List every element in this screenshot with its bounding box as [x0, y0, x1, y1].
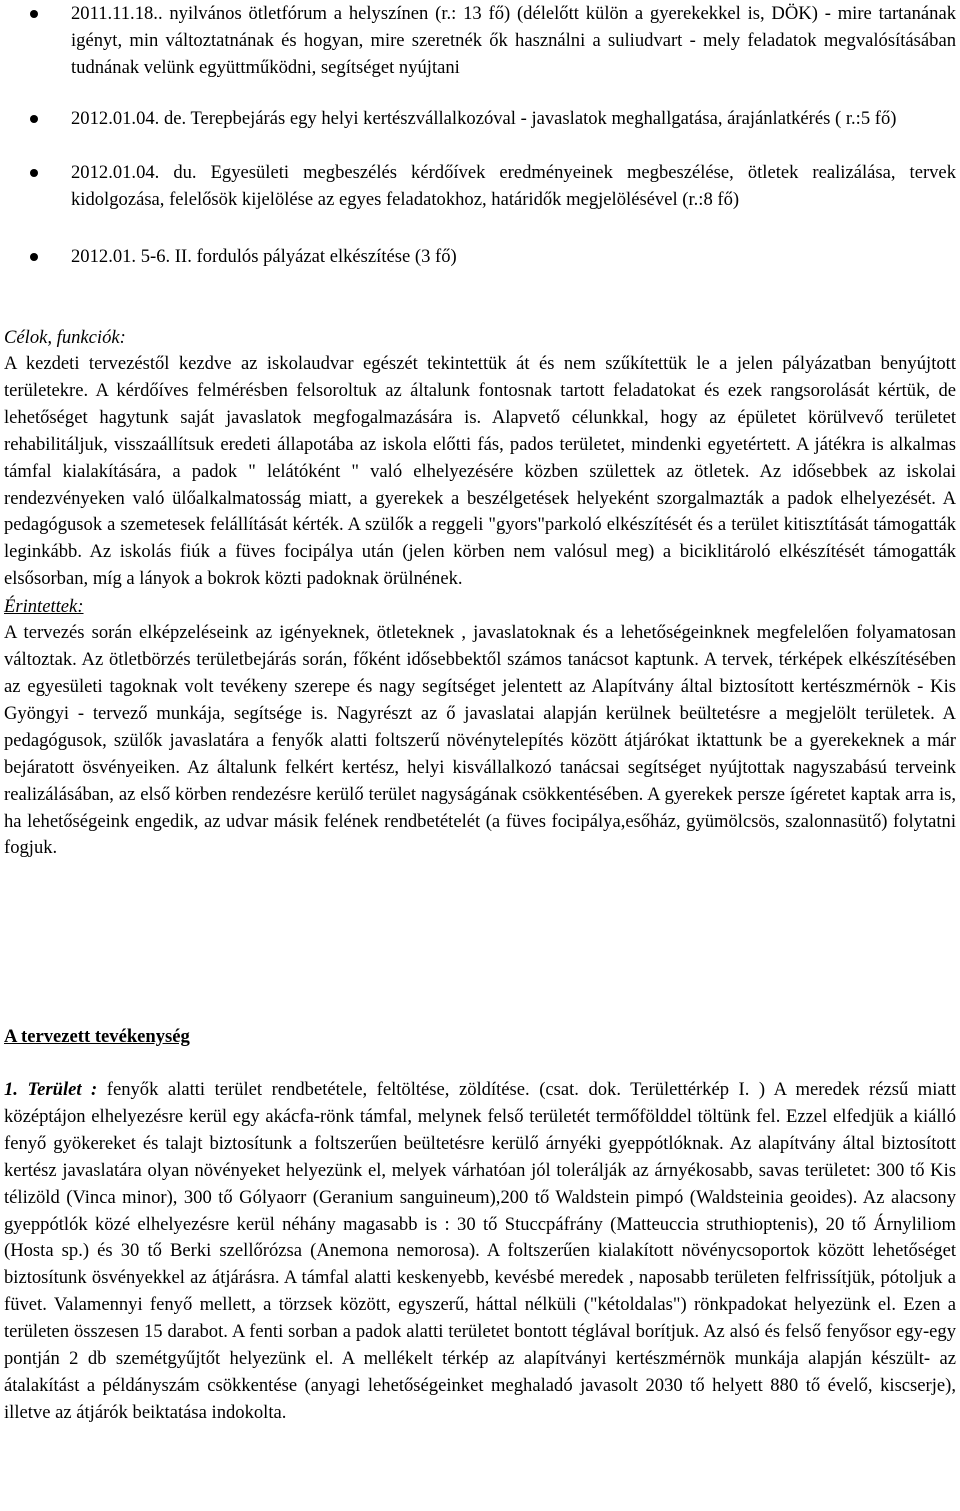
item-text: fenyők alatti terület rendbetétele, feltöltése, zöldítése. (csat. dok. Területtérkép I. ) A meredek rézsű miatt középtájon elhelyezésre kerül egy akácfa-rönk támfal, melynek felső területét termőfölddel töltünk fel. Ezzel elfedjük a kiálló fenyő gyökereket és talajt biztosítunk a foltszerűen beültetésre kerülő árnyéki gyeppótlóknak. Az alapítvány által biztosított kertész javaslatára olyan növényeket helyezünk el, melyek várhatóan jól tolerálják az árnyékosabb, savas területet: 300 tő Kis télizöld (Vinca minor), 300 tő Gólyaorr (Geranium sanguineum),200 tő Waldstein pimpó (Waldsteinia geoides). Az alacsony gyeppótlók közé elhelyezésre kerül néhány magasabb is : 30 tő Stuccpáfrány (Matteuccia struthioptenis), 20 tő Árnyliliom (Hosta sp.) és 30 tő Berki szellőrózsa (Anemona nemorosa). A foltszerűen kialakított növénycsoportok között lehetőséget biztosítunk ösvényekkel az átjárásra. A támfal alatti keskenyebb, kevésbé meredek , naposabb területen felfrissítjük, pótoljuk a füvet. Valamennyi fenyő mellett, a törzsek között, egyszerű, háttal nélküli ("kétoldalas") rönkpadokat helyezünk el. Ezen a területen összesen 15 darabot. A fenti sorban a padok alatti területet bontott téglával borítjuk. Az alsó és felső fenyősor egy-egy pontján 2 db szemétgyűjtőt helyezünk el. A mellékelt térkép az alapítványi kertészmérnök munkája alapján készült- az átalakítást a példányszám csökkentése (anyagi lehetőségeinket meghaladó javasolt 2030 tő helyett 880 tő évelő, kiscserje), illetve az átjárók beiktatása indokolta. [4, 1079, 956, 1423]
bullet-icon [30, 115, 38, 123]
erintettek-title: Érintettek: [4, 596, 84, 618]
list-item [71, 105, 956, 132]
tevekenyseg-heading: A tervezett tevékenység [4, 1026, 190, 1047]
celok-title: Célok, funkciók: [4, 327, 126, 348]
tevekenyseg-item [4, 1077, 956, 1427]
list-item [71, 243, 956, 270]
item-lead: 1. Terület : [4, 1079, 98, 1100]
list-item-text: 2012.01.04. de. Terepbejárás egy helyi kertészvállalkozóval - javaslatok meghallgatása, árajánlatkérés ( r.:5 fő) [71, 108, 897, 129]
bullet-icon [30, 169, 38, 177]
list-item-text: 2011.11.18.. nyilvános ötletfórum a helyszínen (r.: 13 fő) (délelőtt külön a gyerekekkel is, DÖK) - mire tartanának igényt, min változtatnának és hogyan, mire szeretnék ők használni a suliudvart - mely feladatok megvalósításában tudnának velünk együttműködni, segítséget nyújtani [71, 3, 956, 78]
list-item [71, 159, 956, 213]
list-item-text: 2012.01.04. du. Egyesületi megbeszélés kérdőívek eredményeinek megbeszélése, ötletek realizálása, tervek kidolgozása, felelősök kijelölése az egyes feladatokhoz, határidők megjelölésével (r.:8 fő) [71, 162, 956, 210]
bullet-icon [30, 253, 38, 261]
celok-text: A kezdeti tervezéstől kezdve az iskolaudvar egészét tekintettük át és nem szűkítettük le a jelen pályázatban benyújtott területekre. A kérdőíves felmérésben felsoroltuk az általunk fontosnak tartott feladatokat és ezek rangsorolását kértük, de lehetőséget hagytunk saját javaslatok megfogalmazására is. Alapvető célunkkal, hogy az épületet körülvevő területet rehabilitáljuk, visszaállítsuk eredeti állapotába az iskola előtti fás, pados területet, mindenki egyetértett. A játékra is alkalmas támfal kialakítására, a padok " lelátóként " való elhelyezésére közben születtek az ötletek. Az idősebbek az iskolai rendezvényeken való ülőalkalmatosság miatt, a gyerekek a beszélgetések helyeként szorgalmazták a padok elhelyezését. A pedagógusok a szemetesek felállítását kérték. A szülők a reggeli "gyors"parkoló elkészítését és a terület kitisztítását támogatták leginkább. Az iskolás fiúk a füves focipálya után (jelen körben nem valósul meg) a biciklitároló elkészítését támogatták elsősorban, míg a lányok a bokrok közti padoknak örülnének. [4, 353, 956, 590]
celok-section [4, 324, 956, 862]
bullet-icon [30, 10, 38, 18]
list-item-text: 2012.01. 5-6. II. fordulós pályázat elkészítése (3 fő) [71, 246, 457, 267]
list-item [71, 0, 956, 81]
erintettek-text: A tervezés során elképzeléseink az igényeknek, ötleteknek , javaslatoknak és a lehetőségeinknek megfelelően folyamatosan változtak. Az ötletbörzés területbejárás során, főként idősebbektől számos tanácsot kaptunk. A tervek, térképek elkészítésében az egyesületi tagoknak volt tevékeny szerepe és nagy segítséget jelentett az Alapítvány által biztosított kertészmérnök - Kis Gyöngyi - tervező munkája, segítsége is. Nagyrészt az ő javaslatai alapján kerülnek beültetésre a megjelölt területek. A pedagógusok, szülők javaslatára a fenyők alatti foltszerű növénytelepítés között átjárókat iktattunk be a gyerekeknek a már bejáratott ösvényeiken. Az általunk felkért kertész, helyi kisvállalkozó tanácsai segítséget nyújtottak nagyszabású terveink realizálásában, az első körben rendezésre kerülő terület nagyságának csökkentésében. A gyerekek persze ígéretet kaptak arra is, ha lehetőségeink engedik, az udvar másik felének rendbetételét (a füves focipálya,esőház, gyümölcsös, szalonnasütő) folytatni fogjuk. [4, 622, 956, 859]
